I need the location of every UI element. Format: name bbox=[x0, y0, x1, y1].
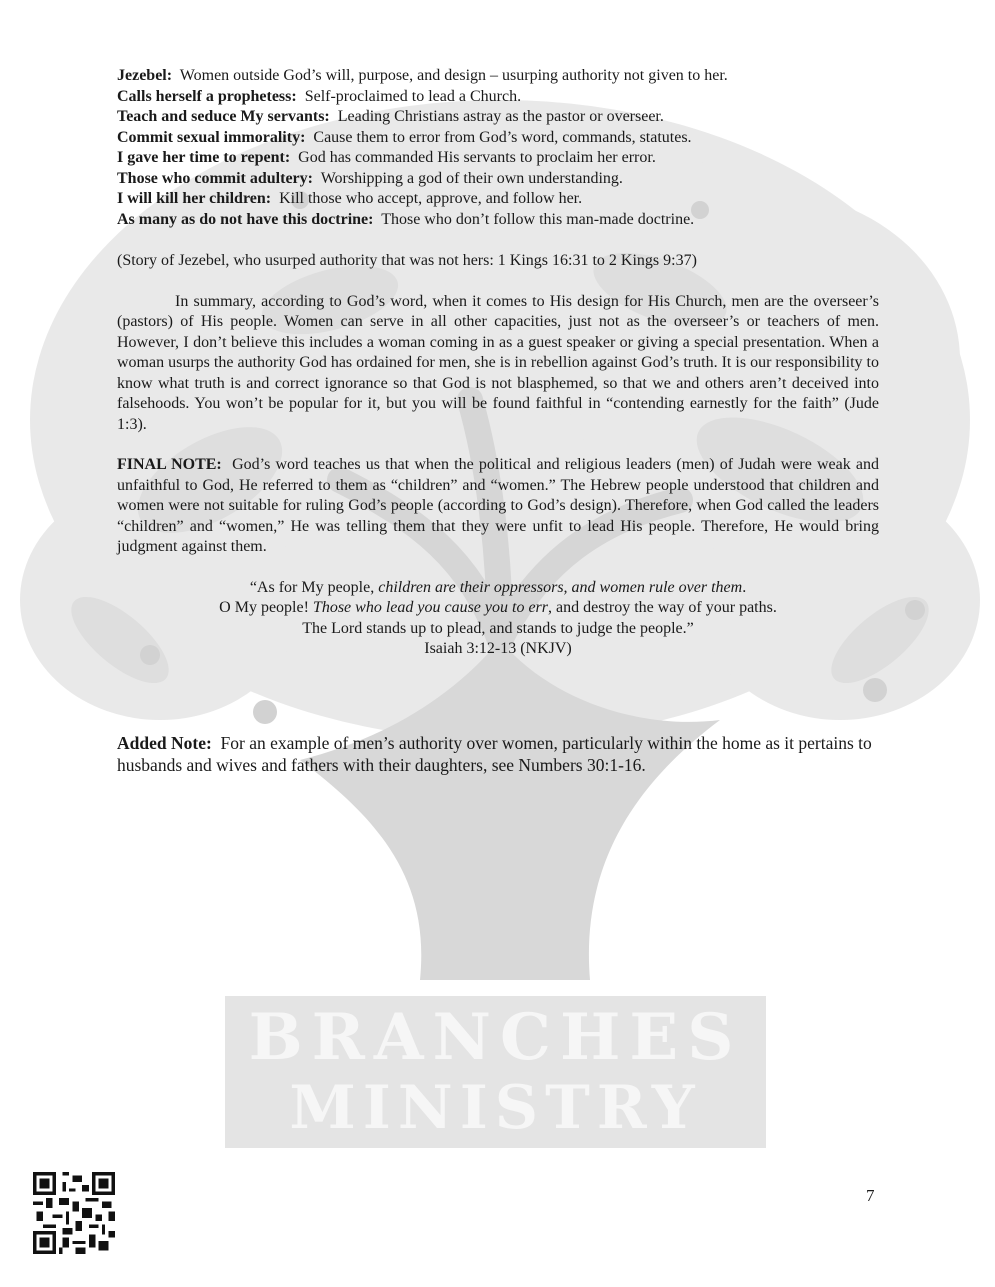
definition-text: Women outside God’s will, purpose, and design – usurping authority not given to her. bbox=[179, 67, 728, 84]
definition-text: Leading Christians astray as the pastor or overseer. bbox=[337, 108, 664, 125]
definition-item bbox=[117, 87, 879, 108]
summary-paragraph: In summary, according to God’s word, when it comes to His design for His Church, men are the overseer’s (pastors) of His people. Women can serve in all other capacities, just not as the overseer’s or teachers of men. However, I don’t believe this includes a woman coming in as a guest speaker or giving a special presentation. When a woman usurps the authority God has ordained for men, she is in rebellion against God’s truth. It is our responsibility to know what truth is and correct ignorance so that God is not blasphemed, so that we and others aren’t deceived into falsehoods. You won’t be popular for it, but you will be found faithful in “contending earnestly for the faith” (Jude 1:3). bbox=[117, 292, 879, 433]
definition-item bbox=[117, 210, 879, 231]
definition-item bbox=[117, 107, 879, 128]
quote-line-2 bbox=[117, 598, 879, 619]
definition-text: Self-proclaimed to lead a Church. bbox=[304, 87, 522, 105]
definition-text: Worshipping a god of their own understanding. bbox=[320, 169, 623, 187]
definition-term: Jezebel: bbox=[117, 67, 173, 84]
page-content bbox=[117, 66, 879, 776]
definition-item bbox=[117, 148, 879, 169]
quote-italic: Those who lead you cause you to err bbox=[312, 599, 548, 616]
qr-code-icon bbox=[33, 1172, 115, 1254]
definition-list bbox=[117, 66, 879, 230]
definition-item bbox=[117, 169, 879, 190]
definition-item bbox=[117, 66, 879, 87]
quote-text: “As for My people, bbox=[249, 578, 379, 596]
definition-term: Those who commit adultery: bbox=[117, 169, 313, 187]
added-note-paragraph bbox=[117, 732, 879, 776]
added-note-label: Added Note: bbox=[117, 732, 212, 753]
page-number: 7 bbox=[866, 1186, 875, 1205]
definition-item bbox=[117, 128, 879, 149]
final-note-paragraph bbox=[117, 455, 879, 558]
scripture-quote bbox=[117, 578, 879, 660]
definition-text: Those who don’t follow this man-made doctrine. bbox=[381, 210, 695, 228]
quote-text: , and destroy the way of your paths. bbox=[548, 599, 777, 616]
quote-italic: children are their oppressors, and women rule over them bbox=[378, 578, 743, 596]
watermark-line-2: MINISTRY bbox=[289, 1073, 702, 1143]
quote-text: O My people! bbox=[219, 599, 313, 616]
definition-term: I gave her time to repent: bbox=[117, 149, 291, 166]
ministry-watermark-banner bbox=[225, 996, 766, 1148]
story-reference: (Story of Jezebel, who usurped authority that was not hers: 1 Kings 16:31 to 2 Kings 9:37) bbox=[117, 252, 697, 269]
final-note-label: FINAL NOTE: bbox=[117, 456, 222, 473]
definition-term: As many as do not have this doctrine: bbox=[117, 210, 374, 228]
definition-term: Calls herself a prophetess: bbox=[117, 87, 297, 105]
watermark-line-1: BRANCHES bbox=[248, 1000, 743, 1075]
definition-text: Kill those who accept, approve, and follow her. bbox=[279, 190, 583, 207]
quote-text: . bbox=[742, 578, 747, 596]
definition-text: Cause them to error from God’s word, commands, statutes. bbox=[313, 128, 692, 146]
definition-term: Teach and seduce My servants: bbox=[117, 108, 330, 125]
definition-term: I will kill her children: bbox=[117, 190, 272, 207]
quote-citation: Isaiah 3:12-13 (NKJV) bbox=[424, 640, 572, 657]
quote-line-3: The Lord stands up to plead, and stands to judge the people.” bbox=[302, 619, 694, 637]
definition-item bbox=[117, 189, 879, 210]
definition-term: Commit sexual immorality: bbox=[117, 128, 306, 146]
definition-text: God has commanded His servants to proclaim her error. bbox=[298, 149, 656, 166]
added-note-text: For an example of men’s authority over women, particularly within the home as it pertains to husbands and wives and fathers with their daughters, see Numbers 30:1-16. bbox=[117, 732, 872, 775]
quote-line-1 bbox=[117, 578, 879, 599]
final-note-text: God’s word teaches us that when the political and religious leaders (men) of Judah were weak and unfaithful to God, He referred to them as “children” and “women.” The Hebrew people understood that children and women were not suitable for ruling God’s people (according to God’s design). Therefore, when God called the leaders “children” and “women,” He was telling them that they were unfit to lead His people. Therefore, He would bring judgment against them. bbox=[117, 456, 880, 555]
